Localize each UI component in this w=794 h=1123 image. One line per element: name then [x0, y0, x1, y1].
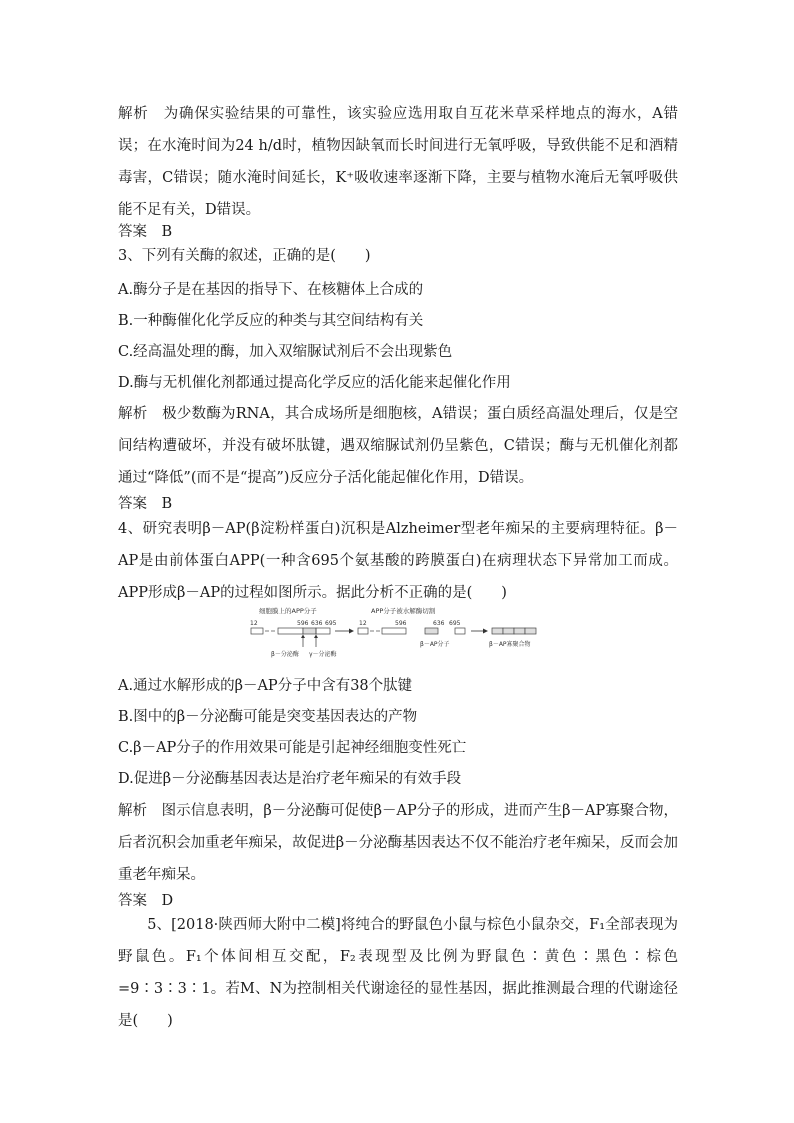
q3-analysis: 解析 极少数酶为RNA，其合成场所是细胞核，A错误；蛋白质经高温处理后，仅是空间结构遭破坏，并没有破坏肽键，遇双缩脲试剂仍呈紫色，C错误；酶与无机催化剂都通过“降低”(而不是“提高”)反应分子活化能起催化作用，D错误。	[118, 406, 678, 486]
q4-analysis: 解析 图示信息表明，β－分泌酶可促使β－AP分子的形成，进而产生β－AP寡聚合物，后者沉积会加重老年痴呆，故促进β－分泌酶基因表达不仅不能治疗老年痴呆，反而会加重老年痴呆。	[118, 803, 678, 883]
right-num-596: 596	[395, 620, 407, 627]
diagram-left-title: 细胞膜上的APP分子	[259, 607, 317, 615]
gamma-secretase-arrow	[314, 635, 318, 648]
q5-stem: 5、[2018·陕西师大附中二模]将纯合的野鼠色小鼠与棕色小鼠杂交，F₁全部表现为野鼠色。F₁个体间相互交配，F₂表现型及比例为野鼠色∶黄色∶黑色∶棕色=9∶3∶3∶1。若M、N为控制相关代谢途径的显性基因，据此推测最合理的代谢途径是( )	[118, 917, 678, 1029]
q4-option-d: D.促进β－分泌酶基因表达是治疗老年痴呆的有效手段	[118, 771, 462, 787]
beta-ap-aggregate	[492, 628, 536, 634]
q3-stem: 3、下列有关酶的叙述，正确的是( )	[118, 248, 371, 264]
q2-answer: 答案 B	[118, 224, 173, 240]
arrow-1	[335, 629, 354, 634]
q3-option-b: B.一种酶催化化学反应的种类与其空间结构有关	[118, 313, 424, 329]
beta-secretase-arrow	[301, 635, 305, 648]
q3-answer: 答案 B	[118, 496, 173, 512]
q4-option-b: B.图中的β－分泌酶可能是突变基因表达的产物	[118, 709, 418, 725]
q4-stem: 4、研究表明β－AP(β淀粉样蛋白)沉积是Alzheimer型老年痴呆的主要病理特征。β－AP是由前体蛋白APP(一种含695个氨基酸的跨膜蛋白)在病理状态下异常加工而成。APP形成β－AP的过程如图所示。据此分析不正确的是( )	[118, 521, 678, 601]
left-num-12: 12	[250, 620, 258, 627]
left-num-695: 695	[325, 620, 337, 627]
right-num-695: 695	[449, 620, 461, 627]
arrow-2	[471, 629, 488, 634]
q4-answer: 答案 D	[118, 893, 174, 909]
app-left-molecule	[251, 628, 330, 634]
q2-analysis: 解析 为确保实验结果的可靠性，该实验应选用取自互花米草采样地点的海水，A错误；在水淹时间为24 h/d时，植物因缺氧而长时间进行无氧呼吸，导致供能不足和酒精毒害，C错误；随水淹时间延长，K⁺吸收速率逐渐下降，主要与植物水淹后无氧呼吸供能不足有关，D错误。	[118, 106, 678, 218]
right-num-12: 12	[359, 620, 367, 627]
right-num-636: 636	[433, 620, 445, 627]
left-num-596: 596	[297, 620, 309, 627]
left-num-636: 636	[311, 620, 323, 627]
aggregate-label: β－AP寡聚合物	[489, 641, 531, 648]
app-cleaved-molecule	[358, 628, 465, 634]
q3-option-a: A.酶分子是在基因的指导下、在核糖体上合成的	[118, 282, 424, 298]
q4-option-a: A.通过水解形成的β－AP分子中含有38个肽键	[118, 678, 413, 694]
diagram-right-title: APP分子被水解酶切割	[371, 607, 436, 615]
gamma-secretase-label: γ－分泌酶	[309, 651, 337, 658]
q4-option-c: C.β－AP分子的作用效果可能是引起神经细胞变性死亡	[118, 740, 467, 756]
beta-secretase-label: β－分泌酶	[271, 651, 299, 658]
q3-option-d: D.酶与无机催化剂都通过提高化学反应的活化能来起催化作用	[118, 375, 511, 391]
q3-option-c: C.经高温处理的酶，加入双缩脲试剂后不会出现紫色	[118, 344, 453, 360]
beta-ap-molecule-label: β－AP分子	[420, 641, 450, 648]
app-processing-diagram	[245, 606, 555, 664]
